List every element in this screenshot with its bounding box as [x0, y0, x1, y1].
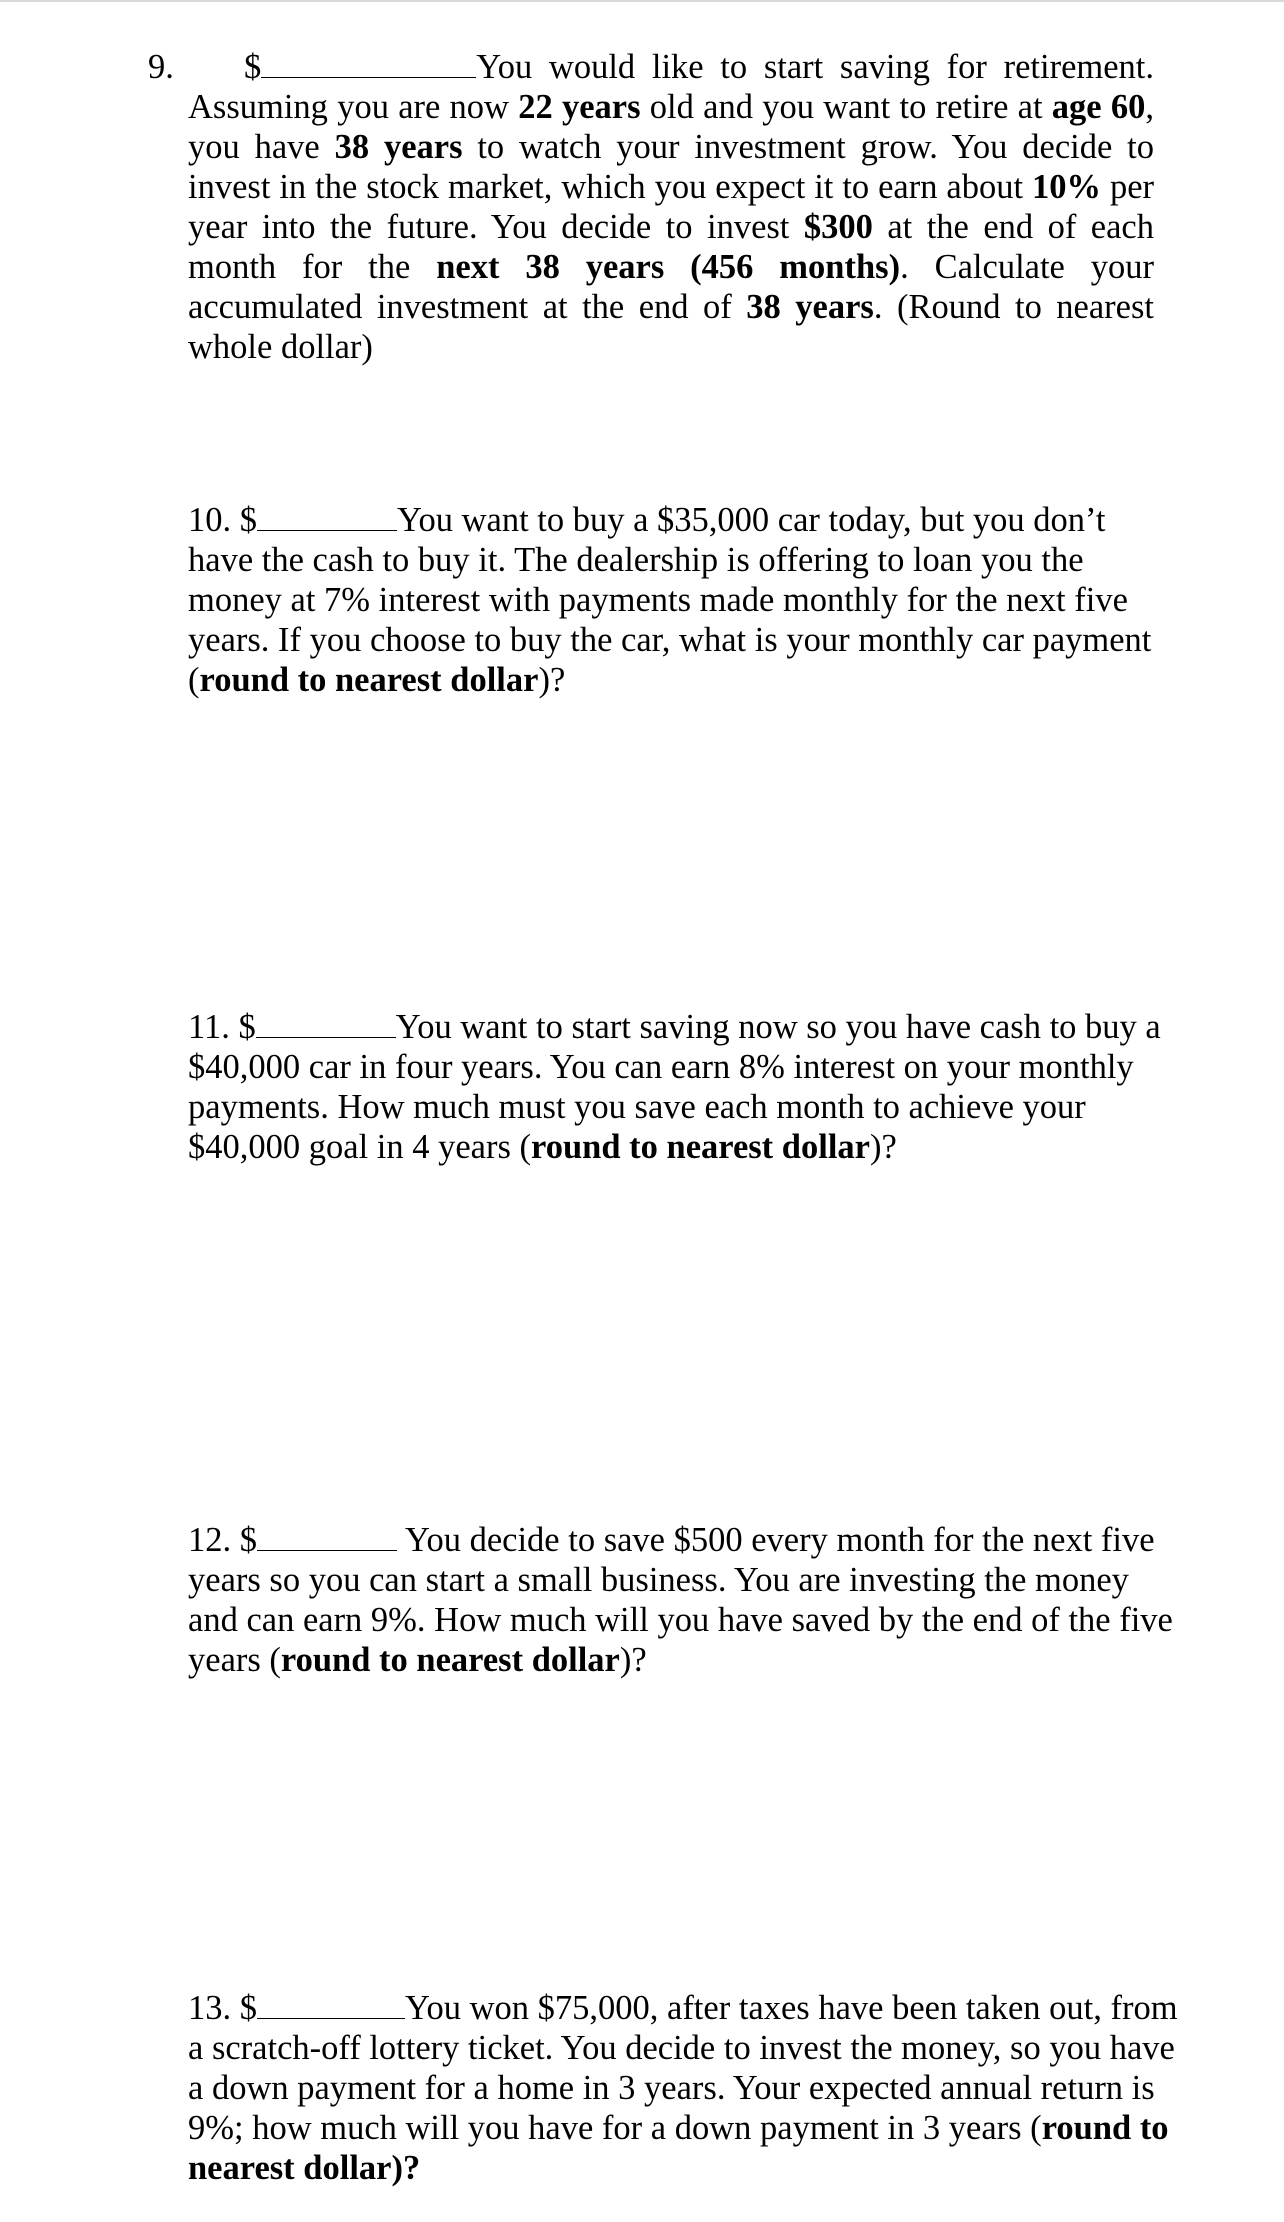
emphasis: 22 years [518, 88, 641, 126]
question-9 [148, 47, 1154, 367]
question-text: You would like to start saving for retirement. Assuming you are now [188, 48, 1154, 126]
question-number: 13. $ [188, 1989, 257, 2027]
question-text: You decide to save $500 every month for the next five years so you can start a small business. You are investing the money and can earn 9%. How much will you have saved by the end of the five years ( [188, 1521, 1173, 1679]
question-10 [188, 500, 1178, 700]
emphasis: round to nearest dollar [280, 1641, 620, 1679]
question-number: 11. $ [188, 1008, 256, 1046]
question-number: 12. $ [188, 1521, 257, 1559]
question-13 [188, 1988, 1178, 2188]
answer-blank[interactable] [257, 502, 397, 531]
question-text: . (Round to nearest whole dollar) [188, 288, 1154, 366]
question-text: You won $75,000, after taxes have been taken out, from a scratch-off lottery ticket. You decide to invest the money, so you have a down payment for a home in 3 years. Your expected annual return is 9%; how much will you have for a down payment in 3 years ( [188, 1989, 1178, 2147]
question-text: You want to buy a $35,000 car today, but you don’t have the cash to buy it. The dealership is offering to loan you the money at 7% interest with payments made monthly for the next five years. If you choose to buy the car, what is your monthly car payment ( [188, 501, 1152, 699]
question-11 [188, 1007, 1178, 1167]
emphasis: 10% [1032, 168, 1101, 206]
emphasis: round to nearest dollar)? [188, 2109, 1169, 2187]
question-number: 10. $ [188, 501, 257, 539]
answer-blank[interactable] [257, 1522, 397, 1551]
question-text: . Calculate your accumulated investment at the end of [188, 248, 1154, 326]
emphasis: 38 years [334, 128, 463, 166]
dollar-sign: $ [244, 48, 262, 86]
answer-blank[interactable] [257, 1990, 405, 2019]
question-text: old and you want to retire at [640, 88, 1052, 126]
emphasis: next 38 years (456 months) [436, 248, 901, 286]
question-text: , you have [188, 88, 1154, 166]
emphasis: round to nearest dollar [199, 661, 539, 699]
question-text: )? [538, 661, 566, 699]
emphasis: age 60 [1051, 88, 1146, 126]
question-text: You want to start saving now so you have cash to buy a $40,000 car in four years. You can earn 8% interest on your monthly payments. How much must you save each month to achieve your $40,000 goal in 4 years ( [188, 1008, 1161, 1166]
question-12 [188, 1520, 1178, 1680]
question-text: )? [619, 1641, 647, 1679]
question-text: to watch your investment grow. You decide to invest in the stock market, which you expect it to earn about [188, 128, 1154, 206]
emphasis: round to nearest dollar [531, 1128, 870, 1166]
question-text: per year into the future. You decide to invest [188, 168, 1154, 246]
top-divider [0, 0, 1284, 2]
question-text: )? [869, 1128, 897, 1166]
question-number: 9. [148, 48, 174, 86]
emphasis: 38 years [746, 288, 874, 326]
question-text: at the end of each month for the [188, 208, 1154, 286]
answer-blank[interactable] [256, 1009, 396, 1038]
answer-blank[interactable] [261, 49, 476, 78]
emphasis: $300 [803, 208, 873, 246]
